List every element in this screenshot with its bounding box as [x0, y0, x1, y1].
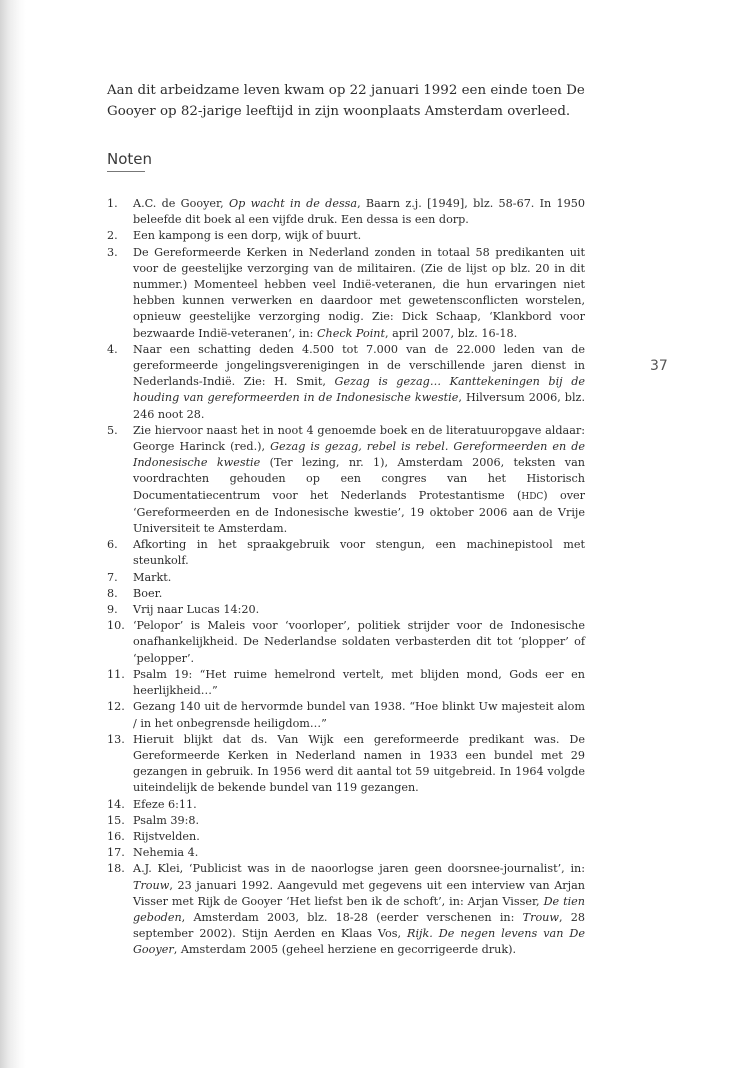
note-number: 16. — [107, 829, 125, 843]
text-run: A.C. de Gooyer, — [133, 197, 229, 210]
note-item — [107, 845, 585, 861]
note-text — [133, 829, 585, 845]
note-number: 6. — [107, 538, 118, 552]
note-text — [133, 699, 585, 731]
note-number: 11. — [107, 667, 125, 681]
text-run: Hieruit blijkt dat ds. Van Wijk een gereformeerde predikant was. De Gereformeerde Kerken in Nederland namen in 1933 een bundel met 29 gezangen in gebruik. In 1956 werd dit aantal tot 59 uitgebreid. In 1964 volgde uiteindelijk de bekende bundel van 119 gezangen. — [133, 732, 585, 795]
note-number: 5. — [107, 423, 118, 437]
text-run: , april 2007, blz. 16-18. — [385, 326, 518, 340]
text-run: , 23 januari 1992. Aangevuld met gegevens uit een interview van Arjan Visser met Rijk de Gooyer ‘Het liefst ben ik de schoft’, in: Arjan Visser, — [133, 878, 585, 908]
text-run: Naar een schatting deden 4.500 tot 7.000 van de 22.000 leden van de gereformeerde jongelingsverenigingen in de verschillende jaren dienst in Nederlands-Indië. Zie: H. Smit, — [133, 342, 585, 389]
text-run: Psalm 39:8. — [133, 813, 200, 827]
note-item — [107, 342, 585, 423]
note-text — [133, 586, 585, 602]
note-number: 2. — [107, 229, 118, 243]
text-run: Een kampong is een dorp, wijk of buurt. — [133, 229, 362, 243]
note-text — [133, 732, 585, 797]
note-item — [107, 829, 585, 845]
note-text — [133, 618, 585, 667]
italic-title: Op wacht in de dessa — [228, 197, 358, 210]
binding-gutter-shadow — [0, 0, 26, 1068]
note-text — [133, 861, 585, 958]
text-run: Nehemia 4. — [133, 846, 199, 860]
italic-title: Trouw — [522, 910, 559, 924]
italic-title: De tien geboden — [133, 894, 585, 924]
note-item — [107, 797, 585, 813]
text-run: Vrij naar Lucas 14:20. — [133, 603, 260, 617]
note-number: 8. — [107, 586, 118, 600]
note-item — [107, 245, 585, 342]
text-run: ) over ‘Gereformeerden en de Indonesische kwestie’, 19 oktober 2006 aan de Vrije Universiteit te Amsterdam. — [133, 488, 585, 536]
note-number: 1. — [107, 197, 118, 210]
text-run: De Gereformeerde Kerken in Nederland zonden in totaal 58 predikanten uit voor de geestelijke verzorging van de militairen. (Zie de lijst op blz. 20 in dit nummer.) Momenteel hebben veel Indië-veteranen, die hun ervaringen niet hebben kunnen verwerken en daardoor met gewetensconflicten worstelen, opnieuw geestelijke verzorging nodig. Zie: Dick Schaap, ‘Klankbord voor bezwaarde Indië-veteranen’, in: — [133, 245, 585, 340]
italic-title: Gezag is gezag, rebel is rebel. Gereformeerden en de Indonesische kwestie — [133, 440, 585, 470]
note-number: 7. — [107, 570, 118, 584]
note-text — [133, 797, 585, 813]
note-text — [133, 602, 585, 618]
italic-title: Rijk. De negen levens van De Gooyer — [133, 927, 585, 957]
note-text — [133, 813, 585, 829]
italic-title: Trouw — [133, 878, 170, 892]
text-run: Zie hiervoor naast het in noot 4 genoemde boek en de literatuuropgave aldaar: George Harinck (red.), — [133, 423, 585, 454]
note-number: 4. — [107, 342, 118, 356]
intro-paragraph: Aan dit arbeidzame leven kwam op 22 januari 1992 een einde toen De Gooyer op 82-jarige leeftijd in zijn woonplaats Amsterdam overleed. — [107, 83, 585, 119]
notes-list — [107, 196, 585, 959]
text-run: (Ter lezing, nr. 1), Amsterdam 2006, teksten van voordrachten gehouden op een congres van het Historisch Documentatiecentrum voor het Nederlands Protestantisme ( — [133, 456, 586, 502]
note-number: 3. — [107, 245, 118, 259]
note-number: 17. — [107, 846, 125, 860]
small-caps-abbr: HDC — [521, 491, 544, 502]
note-number: 15. — [107, 813, 125, 827]
text-run: , Baarn z.j. [1949], blz. 58-67. In 1950 beleefde dit boek al een vijfde druk. Een dessa is een dorp. — [133, 197, 585, 227]
text-run: Efeze 6:11. — [133, 797, 197, 811]
note-item — [107, 861, 585, 958]
note-item — [107, 732, 585, 797]
italic-title: Check Point — [316, 326, 386, 340]
note-text — [133, 423, 585, 537]
text-run: , Hilversum 2006, blz. 246 noot 28. — [133, 391, 586, 421]
text-run: Afkorting in het spraakgebruik voor stengun, een machinepistool met steunkolf. — [133, 538, 585, 568]
text-run: Gezang 140 uit de hervormde bundel van 1938. “Hoe blinkt Uw majesteit alom / in het onbegrensde heiligdom…” — [133, 700, 585, 730]
note-item — [107, 586, 585, 602]
text-run: Psalm 19: “Het ruime hemelrond vertelt, met blijden mond, Gods eer en heerlijkheid…” — [133, 667, 585, 698]
note-number: 10. — [107, 619, 125, 633]
note-text — [133, 667, 585, 699]
text-run: Boer. — [133, 586, 163, 600]
note-item — [107, 602, 585, 618]
italic-title: Gezag is gezag… Kanttekeningen bij de houding van gereformeerden in de Indonesische kwestie — [133, 375, 585, 405]
note-text — [133, 845, 585, 861]
note-text — [133, 245, 585, 342]
note-number: 9. — [107, 603, 118, 617]
text-run: , Amsterdam 2003, blz. 18-28 (eerder verschenen in: — [181, 910, 523, 924]
text-run: , 28 september 2002). Stijn Aerden en Klaas Vos, — [133, 910, 585, 941]
text-run: Rijstvelden. — [133, 829, 200, 843]
text-run: , Amsterdam 2005 (geheel herziene en gecorrigeerde druk). — [173, 943, 517, 957]
text-run: Markt. — [133, 570, 172, 584]
note-number: 13. — [107, 732, 125, 746]
page-number: 37 — [650, 358, 668, 374]
note-item — [107, 196, 585, 228]
note-text — [133, 537, 585, 569]
note-item — [107, 228, 585, 244]
note-item — [107, 813, 585, 829]
note-text — [133, 570, 585, 586]
note-item — [107, 537, 585, 569]
text-run: A.J. Klei, ‘Publicist was in de naoorlogse jaren geen doorsnee-journalist’, in: — [133, 862, 585, 876]
note-number: 12. — [107, 700, 125, 714]
heading-underline — [107, 171, 145, 172]
note-number: 18. — [107, 862, 125, 876]
note-number: 14. — [107, 797, 125, 811]
note-item — [107, 618, 585, 667]
note-item — [107, 570, 585, 586]
note-item — [107, 667, 585, 699]
note-text — [133, 196, 585, 228]
note-text — [133, 342, 585, 423]
note-text — [133, 228, 585, 244]
note-item — [107, 699, 585, 731]
text-run: ‘Pelopor’ is Maleis voor ‘voorloper’, politiek strijder voor de Indonesische onafhankelijkheid. De Nederlandse soldaten verbasterden dit tot ‘plopper’ of ‘pelopper’. — [133, 619, 585, 665]
note-item — [107, 423, 585, 537]
notes-heading: Noten — [107, 150, 153, 168]
